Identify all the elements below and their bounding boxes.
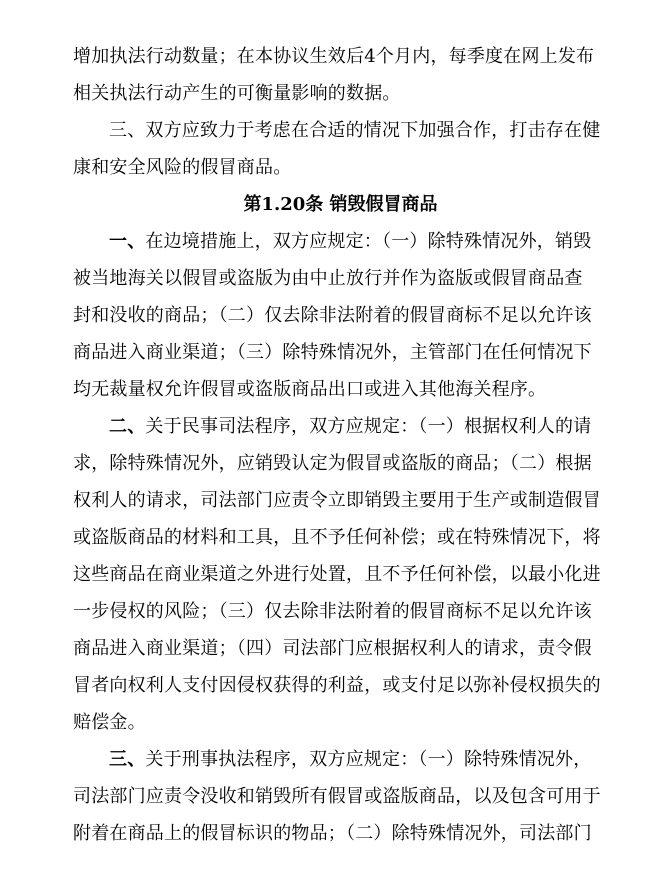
text-line: 被当地海关以假冒或盗版为由中止放行并作为盗版或假冒商品查 [73, 268, 583, 289]
paragraph-2 [73, 112, 608, 186]
paragraph-number: 一、 [109, 231, 146, 252]
paragraph-number: 三、 [109, 749, 146, 770]
text-line: 权利人的请求，司法部门应责令立即销毁主要用于生产或制造假冒 [73, 490, 601, 511]
paragraph-1 [73, 38, 608, 112]
text-line: 商品进入商业渠道；（三）除特殊情况外，主管部门在任何情况下 [73, 342, 592, 363]
text-line: 均无裁量权允许假冒或盗版商品出口或进入其他海关程序。 [73, 379, 547, 400]
text-line [73, 223, 608, 260]
paragraph-4 [73, 408, 608, 741]
text-line: 康和安全风险的假冒商品。 [73, 157, 292, 178]
text-span: 在边境措施上，双方应规定：（一）除特殊情况外，销毁 [145, 231, 592, 252]
text-span: 关于刑事执法程序，双方应规定：（一）除特殊情况外， [145, 749, 592, 770]
paragraph-3 [73, 223, 608, 408]
text-line [73, 408, 608, 445]
text-span: 关于民事司法程序，双方应规定：（一）根据权利人的请 [145, 416, 592, 437]
text-line: 或盗版商品的材料和工具，且不予任何补偿；或在特殊情况下，将 [73, 527, 601, 548]
text-line: 增加执法行动数量；在本协议生效后4个月内，每季度在网上发布 [73, 46, 595, 67]
text-line: 赔偿金。 [73, 712, 146, 733]
text-line [73, 741, 608, 778]
text-line: 封和没收的商品；（二）仅去除非法附着的假冒商标不足以允许该 [73, 305, 592, 326]
text-line: 冒者向权利人支付因侵权获得的利益，或支付足以弥补侵权损失的 [73, 675, 601, 696]
paragraph-5 [73, 741, 608, 852]
text-line: 商品进入商业渠道；（四）司法部门应根据权利人的请求，责令假 [73, 638, 592, 659]
text-line: 一步侵权的风险；（三）仅去除非法附着的假冒商标不足以允许该 [73, 601, 592, 622]
article-heading: 第1.20条 销毁假冒商品 [243, 194, 438, 215]
text-line: 附着在商品上的假冒标识的物品；（二）除特殊情况外，司法部门 [73, 823, 592, 844]
text-line: 三、双方应致力于考虑在合适的情况下加强合作，打击存在健 [109, 120, 601, 141]
paragraph-number: 二、 [109, 416, 146, 437]
text-line: 这些商品在商业渠道之外进行处置，且不予任何补偿，以最小化进 [73, 564, 601, 585]
text-line: 司法部门应责令没收和销毁所有假冒或盗版商品，以及包含可用于 [73, 786, 601, 807]
text-line: 求，除特殊情况外，应销毁认定为假冒或盗版的商品；（二）根据 [73, 453, 592, 474]
text-line: 相关执法行动产生的可衡量影响的数据。 [73, 83, 401, 104]
